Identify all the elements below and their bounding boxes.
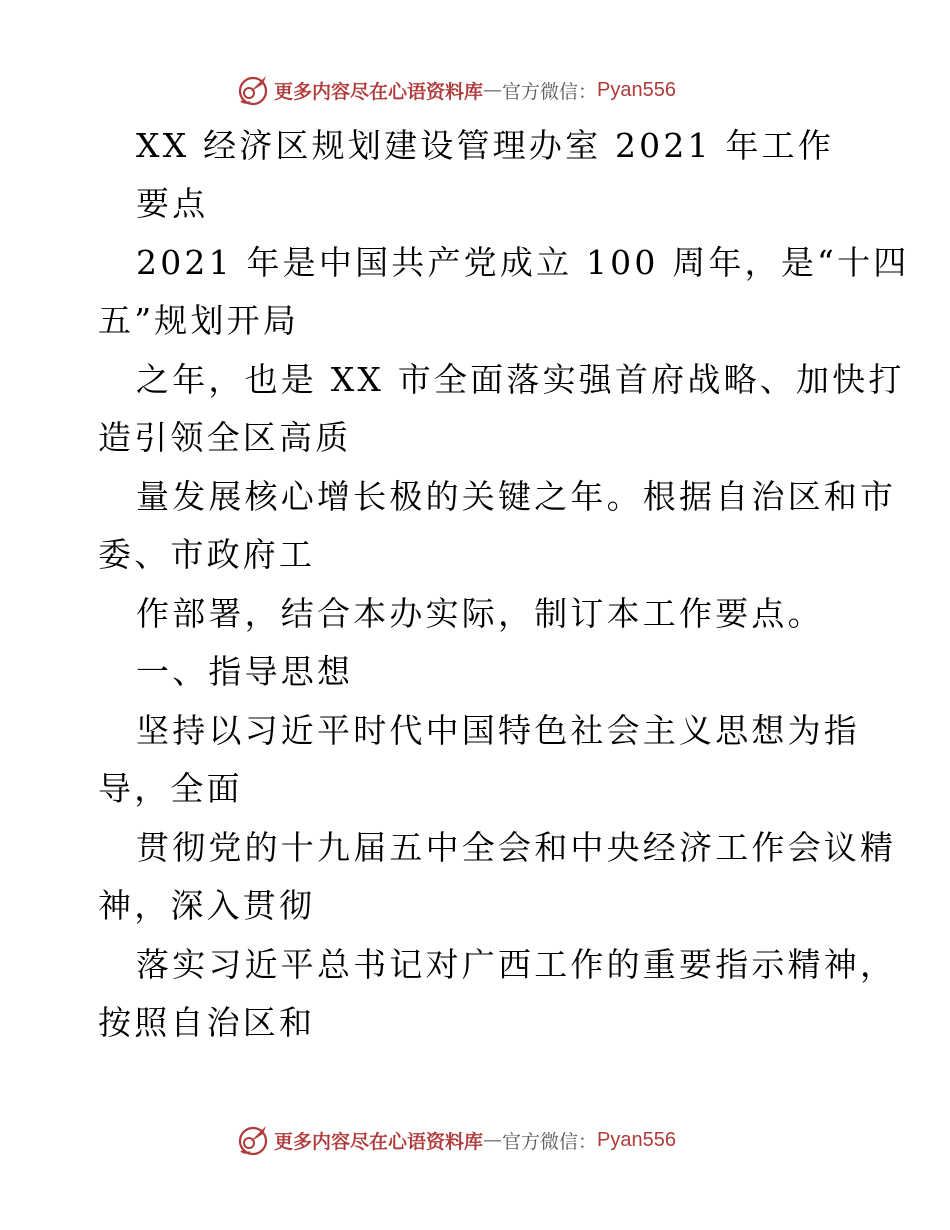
- paragraph-line: 坚持以习近平时代中国特色社会主义思想为指: [136, 711, 860, 750]
- watermark-wechat-id: Pyan556: [597, 78, 676, 101]
- paragraph-line: 之年，也是 XX 市全面落实强首府战略、加快打: [136, 360, 905, 399]
- paragraph-line: 按照自治区和: [98, 1003, 316, 1042]
- watermark-site-text: 更多内容尽在心语资料库: [274, 80, 484, 103]
- footer-watermark: [236, 1122, 676, 1158]
- watermark-official-label: 官方微信：: [502, 80, 598, 103]
- quill-logo-icon: [236, 1123, 270, 1157]
- paragraph-line: 导，全面: [98, 769, 243, 808]
- paragraph-line: 神，深入贯彻: [98, 886, 316, 925]
- header-watermark: [236, 72, 676, 108]
- watermark-dash: —: [483, 79, 503, 101]
- watermark-official-label: 官方微信：: [502, 1130, 598, 1153]
- paragraph-line: 落实习近平总书记对广西工作的重要指示精神，: [136, 945, 897, 984]
- paragraph-line: 量发展核心增长极的关键之年。根据自治区和市: [136, 477, 897, 516]
- paragraph-line: 五”规划开局: [98, 301, 300, 340]
- document-title-line-1: XX 经济区规划建设管理办室 2021 年工作: [136, 126, 835, 165]
- document-title-line-2: 要点: [136, 184, 209, 223]
- watermark-dash: —: [483, 1129, 503, 1151]
- quill-logo-icon: [236, 73, 270, 107]
- watermark-site-text: 更多内容尽在心语资料库: [274, 1130, 484, 1153]
- paragraph-line: 贯彻党的十九届五中全会和中央经济工作会议精: [136, 828, 897, 867]
- paragraph-line: 作部署，结合本办实际，制订本工作要点。: [136, 594, 824, 633]
- paragraph-line: 委、市政府工: [98, 535, 316, 574]
- paragraph-line: 造引领全区高质: [98, 418, 352, 457]
- watermark-wechat-id: Pyan556: [597, 1128, 676, 1151]
- section-heading: 一、指导思想: [136, 652, 354, 691]
- paragraph-line: 2021 年是中国共产党成立 100 周年，是“十四: [136, 243, 910, 282]
